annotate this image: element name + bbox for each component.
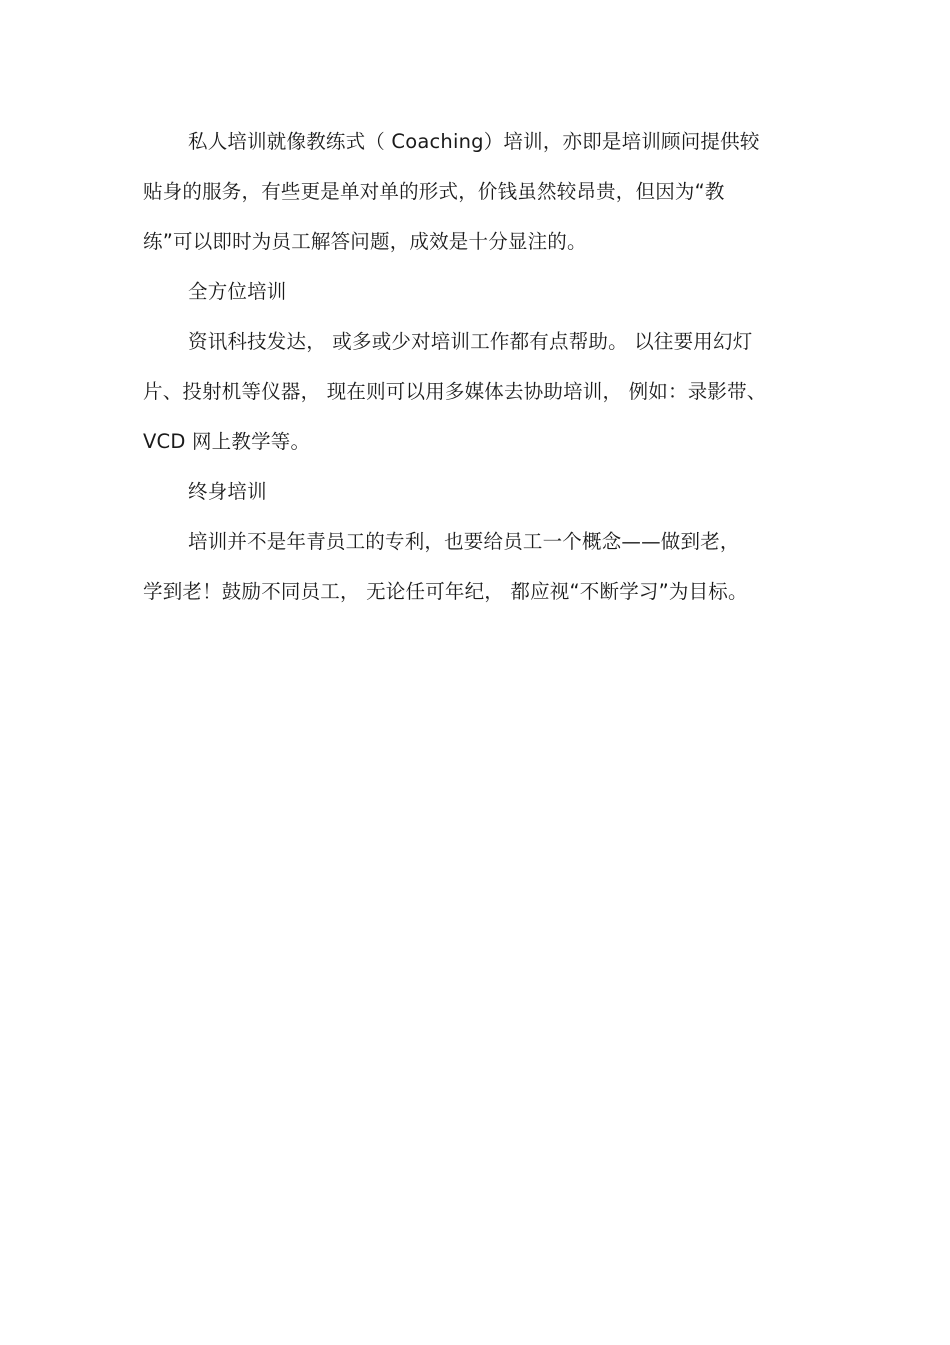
paragraph-coaching-line-3: 练”可以即时为员工解答问题，成效是十分显注的。 <box>143 230 587 253</box>
heading-lifelong-training: 终身培训 <box>188 480 267 503</box>
paragraph-coaching-line-1: 私人培训就像教练式（ Coaching）培训，亦即是培训顾问提供较 <box>188 130 760 153</box>
paragraph-coaching-line-2: 贴身的服务，有些更是单对单的形式，价钱虽然较昂贵，但因为“教 <box>143 180 725 203</box>
paragraph-lifelong-line-1: 培训并不是年青员工的专利，也要给员工一个概念——做到老， <box>188 530 740 553</box>
paragraph-technology-line-2: 片、投射机等仪器， 现在则可以用多媒体去协助培训， 例如：录影带、 <box>143 380 767 403</box>
paragraph-technology-line-3: VCD 网上教学等。 <box>143 430 311 453</box>
heading-all-round-training: 全方位培训 <box>188 280 287 303</box>
paragraph-technology-line-1: 资讯科技发达， 或多或少对培训工作都有点帮助。 以往要用幻灯 <box>188 330 753 353</box>
paragraph-lifelong-line-2: 学到老！鼓励不同员工， 无论任可年纪， 都应视“不断学习”为目标。 <box>143 580 748 603</box>
